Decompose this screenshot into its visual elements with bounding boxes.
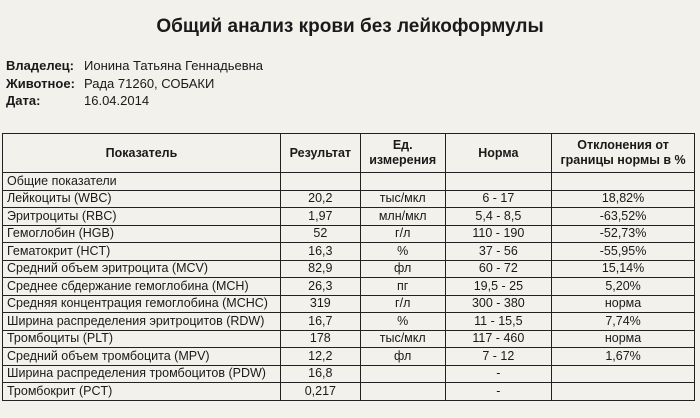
table-row (3, 365, 695, 383)
header-deviation (552, 134, 695, 173)
indicator-cell: Средний объем эритроцита (MCV) (3, 260, 281, 278)
result-cell: 26,3 (280, 278, 360, 296)
date-label: Дата: (6, 93, 41, 108)
norm-cell: - (445, 365, 551, 383)
norm-cell: 60 - 72 (445, 260, 551, 278)
unit-cell: г/л (360, 295, 445, 313)
indicator-cell: Средняя концентрация гемоглобина (MCHC) (3, 295, 281, 313)
deviation-cell: 7,74% (552, 313, 695, 331)
header-unit (360, 134, 445, 173)
table-row (3, 243, 695, 261)
table-row (3, 208, 695, 226)
header-result: Результат (280, 134, 360, 173)
deviation-cell: -63,52% (552, 208, 695, 226)
owner-label: Владелец: (6, 58, 74, 73)
deviation-cell: норма (552, 295, 695, 313)
deviation-cell: норма (552, 330, 695, 348)
norm-cell: 300 - 380 (445, 295, 551, 313)
result-cell: 12,2 (280, 348, 360, 366)
table-row (3, 260, 695, 278)
indicator-cell: Лейкоциты (WBC) (3, 190, 281, 208)
indicator-cell: Ширина распределения эритроцитов (RDW) (3, 313, 281, 331)
unit-cell: фл (360, 260, 445, 278)
indicator-cell: Тромбоциты (PLT) (3, 330, 281, 348)
header-norm: Норма (445, 134, 551, 173)
animal-label: Животное: (6, 76, 75, 91)
deviation-cell: -55,95% (552, 243, 695, 261)
unit-cell: % (360, 313, 445, 331)
deviation-cell: 15,14% (552, 260, 695, 278)
section-row (3, 173, 695, 191)
header-deviation-line1: Отклонения от (577, 138, 669, 152)
indicator-cell: Тромбокрит (PCT) (3, 383, 281, 401)
indicator-cell: Гематокрит (HCT) (3, 243, 281, 261)
owner-line (6, 58, 263, 73)
result-cell: 16,3 (280, 243, 360, 261)
date-line (6, 93, 149, 108)
indicator-cell: Средний объем тромбоцита (MPV) (3, 348, 281, 366)
date-value: 16.04.2014 (84, 93, 150, 108)
norm-cell: 6 - 17 (445, 190, 551, 208)
indicator-cell: Ширина распределения тромбоцитов (PDW) (3, 365, 281, 383)
unit-cell: пг (360, 278, 445, 296)
owner-value: Ионина Татьяна Геннадьевна (84, 58, 264, 73)
norm-cell: 37 - 56 (445, 243, 551, 261)
result-cell: 319 (280, 295, 360, 313)
unit-cell: фл (360, 348, 445, 366)
deviation-cell: -52,73% (552, 225, 695, 243)
result-cell: 16,7 (280, 313, 360, 331)
norm-cell: - (445, 383, 551, 401)
deviation-cell: 18,82% (552, 190, 695, 208)
section-cell-empty (280, 173, 360, 191)
section-cell-empty (445, 173, 551, 191)
table-row (3, 348, 695, 366)
deviation-cell (552, 365, 695, 383)
result-cell: 52 (280, 225, 360, 243)
table-row (3, 295, 695, 313)
unit-cell (360, 383, 445, 401)
result-cell: 0,217 (280, 383, 360, 401)
result-cell: 178 (280, 330, 360, 348)
norm-cell: 110 - 190 (445, 225, 551, 243)
header-unit-line2: измерения (369, 153, 437, 167)
header-indicator: Показатель (3, 134, 281, 173)
table-row (3, 383, 695, 401)
norm-cell: 7 - 12 (445, 348, 551, 366)
norm-cell: 11 - 15,5 (445, 313, 551, 331)
indicator-cell: Эритроциты (RBC) (3, 208, 281, 226)
table-row (3, 278, 695, 296)
indicator-cell: Среднее сбдержание гемоглобина (MCH) (3, 278, 281, 296)
unit-cell (360, 365, 445, 383)
animal-value: Рада 71260, СОБАКИ (84, 76, 215, 91)
table-row (3, 225, 695, 243)
animal-line (6, 76, 214, 91)
table-row (3, 190, 695, 208)
section-cell-empty (360, 173, 445, 191)
unit-cell: млн/мкл (360, 208, 445, 226)
result-cell: 82,9 (280, 260, 360, 278)
unit-cell: % (360, 243, 445, 261)
result-cell: 16,8 (280, 365, 360, 383)
deviation-cell: 1,67% (552, 348, 695, 366)
deviation-cell (552, 383, 695, 401)
table-header-row (3, 134, 695, 173)
norm-cell: 19,5 - 25 (445, 278, 551, 296)
header-unit-line1: Ед. (392, 138, 413, 152)
header-deviation-line2: границы нормы в % (560, 153, 686, 167)
section-cell-empty (552, 173, 695, 191)
unit-cell: тыс/мкл (360, 330, 445, 348)
unit-cell: г/л (360, 225, 445, 243)
norm-cell: 5,4 - 8,5 (445, 208, 551, 226)
unit-cell: тыс/мкл (360, 190, 445, 208)
section-label: Общие показатели (3, 173, 281, 191)
indicator-cell: Гемоглобин (HGB) (3, 225, 281, 243)
deviation-cell: 5,20% (552, 278, 695, 296)
table-row (3, 313, 695, 331)
report-title: Общий анализ крови без лейкоформулы (156, 16, 544, 37)
result-cell: 1,97 (280, 208, 360, 226)
table-row (3, 330, 695, 348)
results-table (2, 133, 695, 401)
result-cell: 20,2 (280, 190, 360, 208)
norm-cell: 117 - 460 (445, 330, 551, 348)
